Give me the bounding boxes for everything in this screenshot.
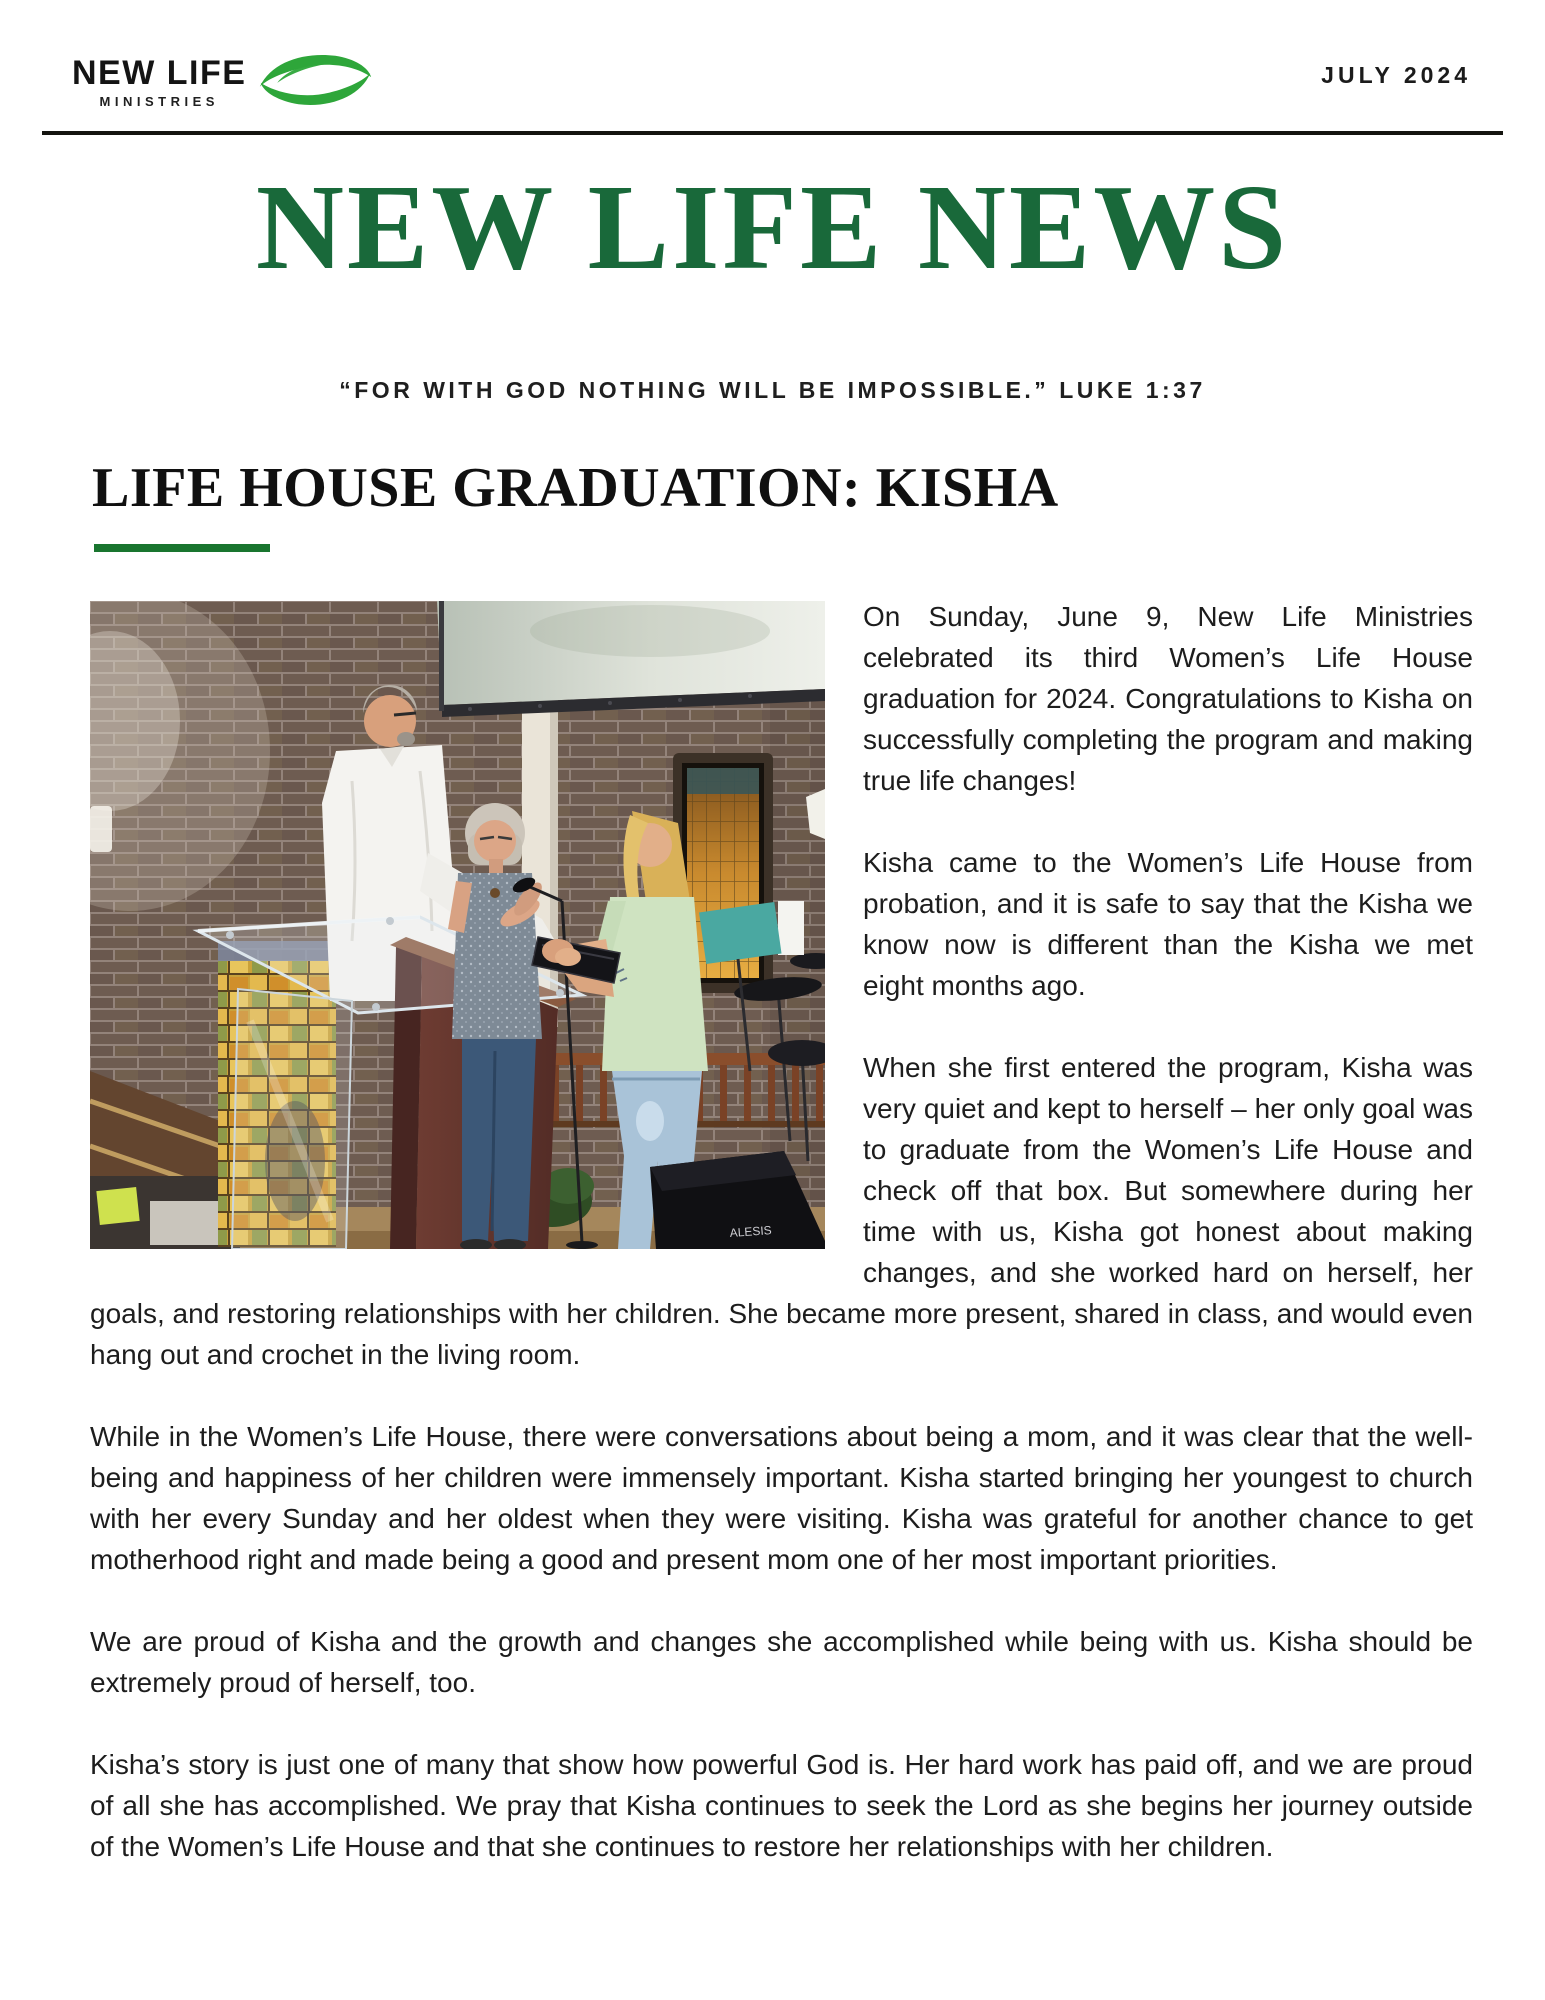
newlife-logo	[72, 48, 376, 117]
header-rule	[42, 131, 1503, 135]
svg-text:ALESIS: ALESIS	[729, 1223, 773, 1240]
logo-text	[72, 56, 246, 109]
logo-swoosh-icon	[254, 48, 376, 117]
issue-date: JULY 2024	[1321, 62, 1471, 88]
article-heading: LIFE HOUSE GRADUATION: KISHA	[92, 456, 1059, 519]
projection-screen	[437, 601, 825, 717]
tagline: “FOR WITH GOD NOTHING WILL BE IMPOSSIBLE.” LUKE 1:37	[339, 376, 1206, 403]
article-body	[90, 596, 1473, 1867]
body-paragraph: Kisha came to the Women’s Life House from probation, and it is safe to say that the Kisha we know now is different than the Kisha we met eight months ago.	[863, 846, 1473, 1001]
graduation-photo	[90, 601, 825, 1249]
body-paragraph: When she first entered the program, Kisha was very quiet and kept to herself – her only goal was to graduate from the Women’s Life House and check off that box. But somewhere during her time with us, Kisha got honest about making changes, and she worked hard on herself, her goals, and restoring relationships with her children. She became more present, shared in class, and would even hang out and crochet in the living room.	[90, 1051, 1473, 1370]
body-paragraph: While in the Women’s Life House, there were conversations about being a mom, and it was clear that the well-being and happiness of her children were immensely important. Kisha started bringing her youngest to church with her every Sunday and her oldest when they were visiting. Kisha was grateful for another chance to get motherhood right and made being a good and present mom one of her most important priorities.	[90, 1420, 1473, 1575]
body-paragraph: We are proud of Kisha and the growth and changes she accomplished while being with us. Kisha should be extremely proud of herself, too.	[90, 1625, 1473, 1698]
newsletter-title: NEW LIFE NEWS	[255, 160, 1290, 295]
masthead	[0, 0, 1545, 117]
body-paragraph: On Sunday, June 9, New Life Ministries celebrated its third Women’s Life House graduation for 2024. Congratulations to Kisha on successfully completing the program and making true life changes!	[863, 600, 1473, 796]
logo-subtitle: MINISTRIES	[99, 94, 219, 109]
body-paragraph: Kisha’s story is just one of many that show how powerful God is. Her hard work has paid off, and we are proud of all she has accomplished. We pray that Kisha continues to seek the Lord as she begins her journey outside of the Women’s Life House and that she continues to restore her relationships with her children.	[90, 1748, 1473, 1862]
heading-accent-bar	[94, 544, 270, 552]
logo-name: NEW LIFE	[72, 54, 247, 92]
